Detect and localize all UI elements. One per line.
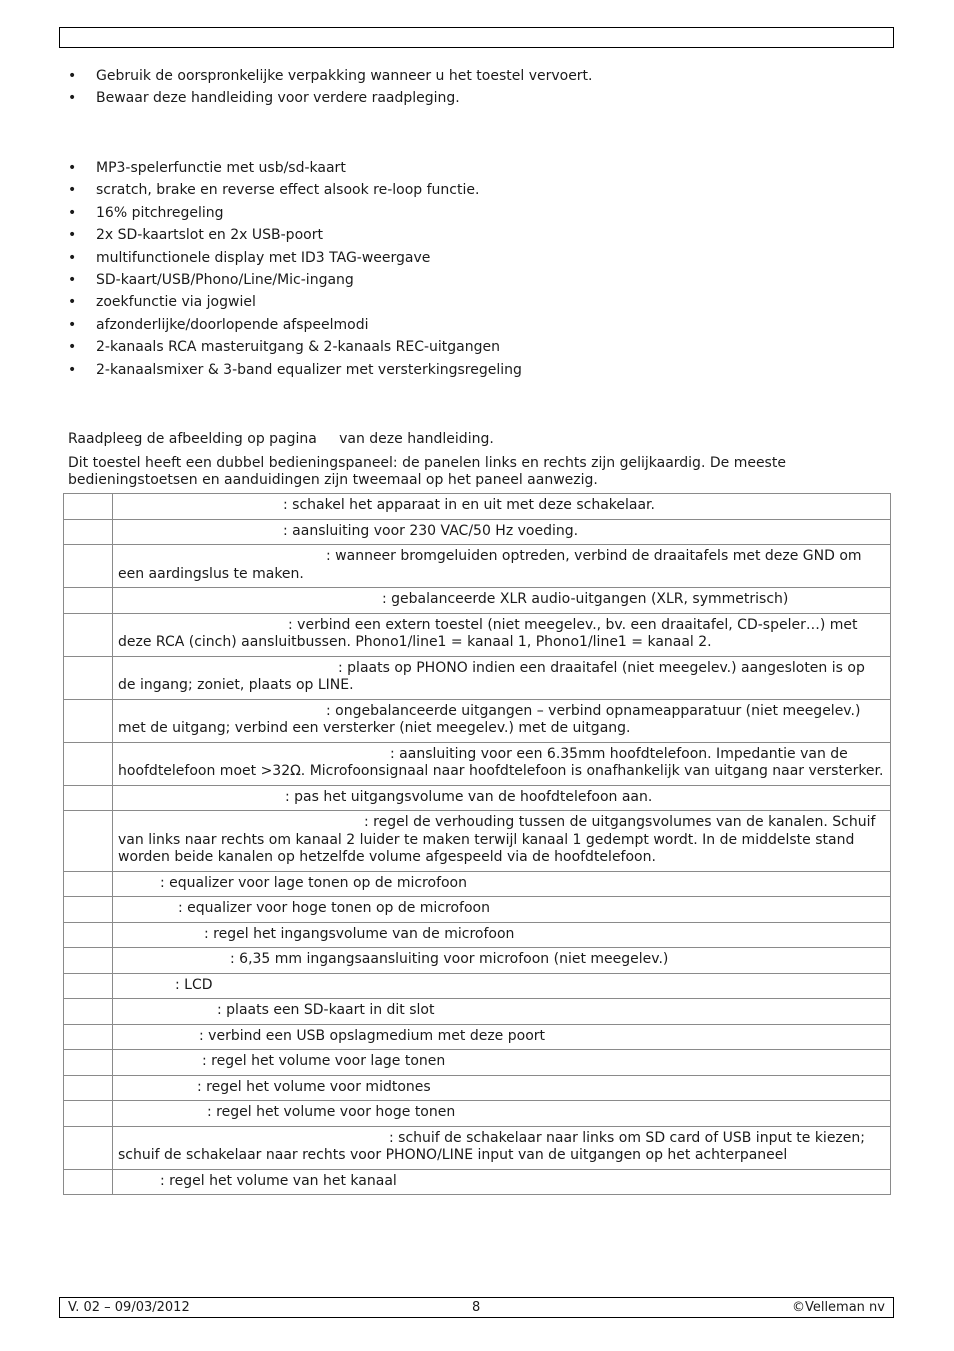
table-row	[64, 948, 891, 974]
table-row	[64, 613, 891, 656]
control-description: : aansluiting voor 230 VAC/50 Hz voeding.	[113, 519, 891, 545]
table-row	[64, 922, 891, 948]
control-description: : ongebalanceerde uitgangen – verbind opnameapparatuur (niet meegelev.) met de uitgang; verbind een versterker (niet meegelev.) met de uitgang.	[113, 699, 891, 742]
list-item-text: zoekfunctie via jogwiel	[96, 294, 256, 311]
table-row	[64, 973, 891, 999]
control-description: : schakel het apparaat in en uit met deze schakelaar.	[113, 494, 891, 520]
row-number-cell	[64, 897, 113, 923]
control-description: : aansluiting voor een 6.35mm hoofdtelefoon. Impedantie van de hoofdtelefoon moet >32Ω. Microfoonsignaal naar hoofdtelefoon is onafhankelijk van uitgang naar versterker.	[113, 742, 891, 785]
row-number-cell	[64, 545, 113, 588]
list-item	[68, 179, 522, 201]
row-number-cell	[64, 1050, 113, 1076]
control-description: : schuif de schakelaar naar links om SD card of USB input te kiezen; schuif de schakelaar naar rechts voor PHONO/LINE input van de uitgangen op het achterpaneel	[113, 1126, 891, 1169]
row-number-cell	[64, 656, 113, 699]
row-number-cell	[64, 1169, 113, 1195]
row-number-cell	[64, 1075, 113, 1101]
bullet-icon: •	[68, 68, 77, 84]
controls-table	[63, 493, 891, 1195]
row-number-cell	[64, 742, 113, 785]
table-row	[64, 656, 891, 699]
row-number-cell	[64, 785, 113, 811]
control-description: : equalizer voor lage tonen op de microfoon	[113, 871, 891, 897]
list-item-text: Gebruik de oorspronkelijke verpakking wanneer u het toestel vervoert.	[96, 68, 593, 84]
control-description: : regel het volume voor hoge tonen	[113, 1101, 891, 1127]
row-number-cell	[64, 613, 113, 656]
row-number-cell	[64, 588, 113, 614]
table-row	[64, 785, 891, 811]
table-row	[64, 1024, 891, 1050]
bullet-icon: •	[68, 204, 77, 221]
bullet-icon: •	[68, 339, 77, 356]
reference-paragraph: Raadpleeg de afbeelding op pagina van deze handleiding.	[68, 431, 494, 447]
table-row	[64, 494, 891, 520]
list-item-text: MP3-spelerfunctie met usb/sd-kaart	[96, 160, 346, 176]
bullet-icon: •	[68, 90, 77, 107]
table-row	[64, 742, 891, 785]
control-description: : plaats op PHONO indien een draaitafel (niet meegelev.) aangesloten is op de ingang; zoniet, plaats op LINE.	[113, 656, 891, 699]
table-row	[64, 897, 891, 923]
list-item	[68, 314, 522, 336]
page-footer	[59, 1297, 894, 1318]
list-item	[68, 269, 522, 291]
row-number-cell	[64, 494, 113, 520]
bullet-icon: •	[68, 160, 77, 176]
row-number-cell	[64, 1024, 113, 1050]
list-item	[68, 65, 593, 87]
control-description: : LCD	[113, 973, 891, 999]
row-number-cell	[64, 811, 113, 872]
table-row	[64, 999, 891, 1025]
list-item-text: 2-kanaals RCA masteruitgang & 2-kanaals REC-uitgangen	[96, 339, 500, 356]
row-number-cell	[64, 948, 113, 974]
control-description: : regel het ingangsvolume van de microfoon	[113, 922, 891, 948]
table-row	[64, 1169, 891, 1195]
list-item-text: Bewaar deze handleiding voor verdere raadpleging.	[96, 90, 460, 107]
control-description: : pas het uitgangsvolume van de hoofdtelefoon aan.	[113, 785, 891, 811]
control-description: : equalizer voor hoge tonen op de microfoon	[113, 897, 891, 923]
list-item	[68, 336, 522, 358]
table-row	[64, 871, 891, 897]
row-number-cell	[64, 699, 113, 742]
control-description: : wanneer bromgeluiden optreden, verbind de draaitafels met deze GND om een aardingslus te maken.	[113, 545, 891, 588]
row-number-cell	[64, 519, 113, 545]
bullet-icon: •	[68, 361, 77, 378]
control-description: : regel het volume voor midtones	[113, 1075, 891, 1101]
control-description: : 6,35 mm ingangsaansluiting voor microfoon (niet meegelev.)	[113, 948, 891, 974]
row-number-cell	[64, 1101, 113, 1127]
control-description: : verbind een extern toestel (niet meegelev., bv. een draaitafel, CD-speler…) met deze RCA (cinch) aansluitbussen. Phono1/line1 = kanaal 1, Phono1/line1 = kanaal 2.	[113, 613, 891, 656]
table-row	[64, 1101, 891, 1127]
control-description: : regel het volume van het kanaal	[113, 1169, 891, 1195]
bullet-icon: •	[68, 227, 77, 244]
table-row	[64, 545, 891, 588]
control-description: : regel de verhouding tussen de uitgangsvolumes van de kanalen. Schuif van links naar rechts om kanaal 2 luider te maken terwijl kanaal 1 gedempt wordt. In de middelste stand worden beide kanalen op hetzelfde volume afgespeeld via de hoofdtelefoon.	[113, 811, 891, 872]
table-row	[64, 699, 891, 742]
table-row	[64, 519, 891, 545]
list-item-text: SD-kaart/USB/Phono/Line/Mic-ingang	[96, 271, 354, 288]
table-row	[64, 1075, 891, 1101]
intro-bullet-list	[68, 65, 593, 110]
bullet-icon: •	[68, 294, 77, 311]
bullet-icon: •	[68, 316, 77, 333]
list-item-text: afzonderlijke/doorlopende afspeelmodi	[96, 316, 369, 333]
page-header-box	[59, 27, 894, 48]
control-description: : gebalanceerde XLR audio-uitgangen (XLR, symmetrisch)	[113, 588, 891, 614]
copyright-label: ©Velleman nv	[791, 1300, 885, 1315]
bullet-icon: •	[68, 182, 77, 199]
list-item	[68, 359, 522, 381]
control-description: : verbind een USB opslagmedium met deze poort	[113, 1024, 891, 1050]
row-number-cell	[64, 999, 113, 1025]
list-item	[68, 157, 522, 179]
version-label: V. 02 – 09/03/2012	[68, 1300, 190, 1315]
list-item-text: 2x SD-kaartslot en 2x USB-poort	[96, 227, 323, 244]
row-number-cell	[64, 973, 113, 999]
list-item	[68, 202, 522, 224]
feature-bullet-list	[68, 157, 522, 381]
control-description: : regel het volume voor lage tonen	[113, 1050, 891, 1076]
table-row	[64, 811, 891, 872]
list-item-text: scratch, brake en reverse effect alsook re-loop functie.	[96, 182, 480, 199]
table-row	[64, 588, 891, 614]
control-description: : plaats een SD-kaart in dit slot	[113, 999, 891, 1025]
bullet-icon: •	[68, 271, 77, 288]
list-item	[68, 224, 522, 246]
list-item-text: 2-kanaalsmixer & 3-band equalizer met versterkingsregeling	[96, 361, 522, 378]
row-number-cell	[64, 871, 113, 897]
list-item	[68, 247, 522, 269]
row-number-cell	[64, 1126, 113, 1169]
table-row	[64, 1126, 891, 1169]
list-item-text: 16% pitchregeling	[96, 204, 224, 221]
table-row	[64, 1050, 891, 1076]
page-number: 8	[472, 1300, 481, 1315]
row-number-cell	[64, 922, 113, 948]
list-item-text: multifunctionele display met ID3 TAG-weergave	[96, 249, 431, 266]
list-item	[68, 291, 522, 313]
description-paragraph: Dit toestel heeft een dubbel bedieningspaneel: de panelen links en rechts zijn gelijkaardig. De meeste bedieningstoetsen en aanduidingen zijn tweemaal op het paneel aanwezig.	[68, 455, 786, 488]
list-item	[68, 87, 593, 109]
bullet-icon: •	[68, 249, 77, 266]
